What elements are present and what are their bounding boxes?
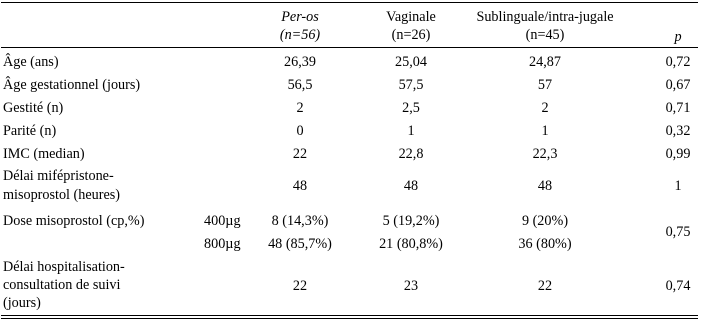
row-label-age-gestationnel: Âge gestationnel (jours) [3, 77, 141, 93]
row-label-delai-hosp-line3: (jours) [3, 295, 41, 311]
row-imc-sublinguale: 22,3 [532, 146, 558, 162]
table-bottom-rule-1 [1, 315, 698, 316]
row-ag-per-os: 56,5 [287, 77, 313, 93]
row-imc-per-os: 22 [292, 146, 308, 162]
row-label-gestite: Gestité (n) [3, 100, 64, 116]
table-top-rule [1, 2, 698, 3]
row-gestite-vaginale: 2,5 [402, 100, 420, 116]
row-imc-vaginale: 22,8 [398, 146, 424, 162]
header-vaginale: Vaginale [386, 9, 436, 25]
row-label-parite: Parité (n) [3, 123, 57, 139]
header-sublinguale-n: (n=45) [525, 27, 565, 43]
row-dose-800-sublinguale: 36 (80%) [518, 236, 572, 252]
row-ag-vaginale: 57,5 [398, 77, 424, 93]
row-dose-sub-800: 800µg [204, 236, 241, 252]
row-age-sublinguale: 24,87 [529, 54, 561, 70]
row-delai-hosp-per-os: 22 [292, 278, 308, 294]
row-delai-mife-p: 1 [674, 178, 682, 194]
row-delai-hosp-sublinguale: 22 [537, 278, 553, 294]
row-delai-hosp-p: 0,74 [665, 278, 691, 294]
row-ag-p: 0,67 [665, 77, 691, 93]
row-dose-800-per-os: 48 (85,7%) [268, 236, 332, 252]
row-label-delai-mife-line1: Délai mifépristone- [3, 168, 114, 184]
row-dose-sub-400: 400µg [204, 213, 241, 229]
row-delai-hosp-vaginale: 23 [403, 278, 419, 294]
header-sublinguale: Sublinguale/intra-jugale [476, 9, 614, 25]
row-gestite-sublinguale: 2 [541, 100, 549, 116]
row-label-delai-hosp-line1: Délai hospitalisation- [3, 259, 125, 275]
row-label-age: Âge (ans) [3, 54, 59, 70]
row-label-dose: Dose misoprostol (cp,%) [3, 213, 145, 229]
row-parite-per-os: 0 [296, 123, 304, 139]
row-age-p: 0,72 [665, 54, 691, 70]
row-age-per-os: 26,39 [284, 54, 316, 70]
row-label-imc: IMC (median) [3, 146, 85, 162]
row-gestite-p: 0,71 [665, 100, 691, 116]
row-imc-p: 0,99 [665, 146, 691, 162]
row-parite-p: 0,32 [665, 123, 691, 139]
table-bottom-rule-2 [1, 318, 698, 319]
row-age-vaginale: 25,04 [395, 54, 427, 70]
row-dose-400-vaginale: 5 (19,2%) [382, 213, 440, 229]
row-delai-mife-sublinguale: 48 [537, 178, 553, 194]
row-dose-400-per-os: 8 (14,3%) [271, 213, 329, 229]
row-label-delai-hosp-line2: consultation de suivi [3, 277, 121, 293]
row-dose-p: 0,75 [665, 224, 691, 240]
header-bottom-rule [1, 47, 698, 48]
row-delai-mife-vaginale: 48 [403, 178, 419, 194]
header-vaginale-n: (n=26) [391, 27, 431, 43]
row-gestite-per-os: 2 [296, 100, 304, 116]
header-per-os: Per-os [281, 9, 319, 25]
header-p: p [674, 29, 682, 45]
row-dose-400-sublinguale: 9 (20%) [521, 213, 569, 229]
row-parite-vaginale: 1 [407, 123, 415, 139]
row-delai-mife-per-os: 48 [292, 178, 308, 194]
row-ag-sublinguale: 57 [537, 77, 553, 93]
header-per-os-n: (n=56) [279, 27, 321, 43]
row-label-delai-mife-line2: misoprostol (heures) [3, 187, 121, 203]
row-parite-sublinguale: 1 [541, 123, 549, 139]
row-dose-800-vaginale: 21 (80,8%) [379, 236, 443, 252]
